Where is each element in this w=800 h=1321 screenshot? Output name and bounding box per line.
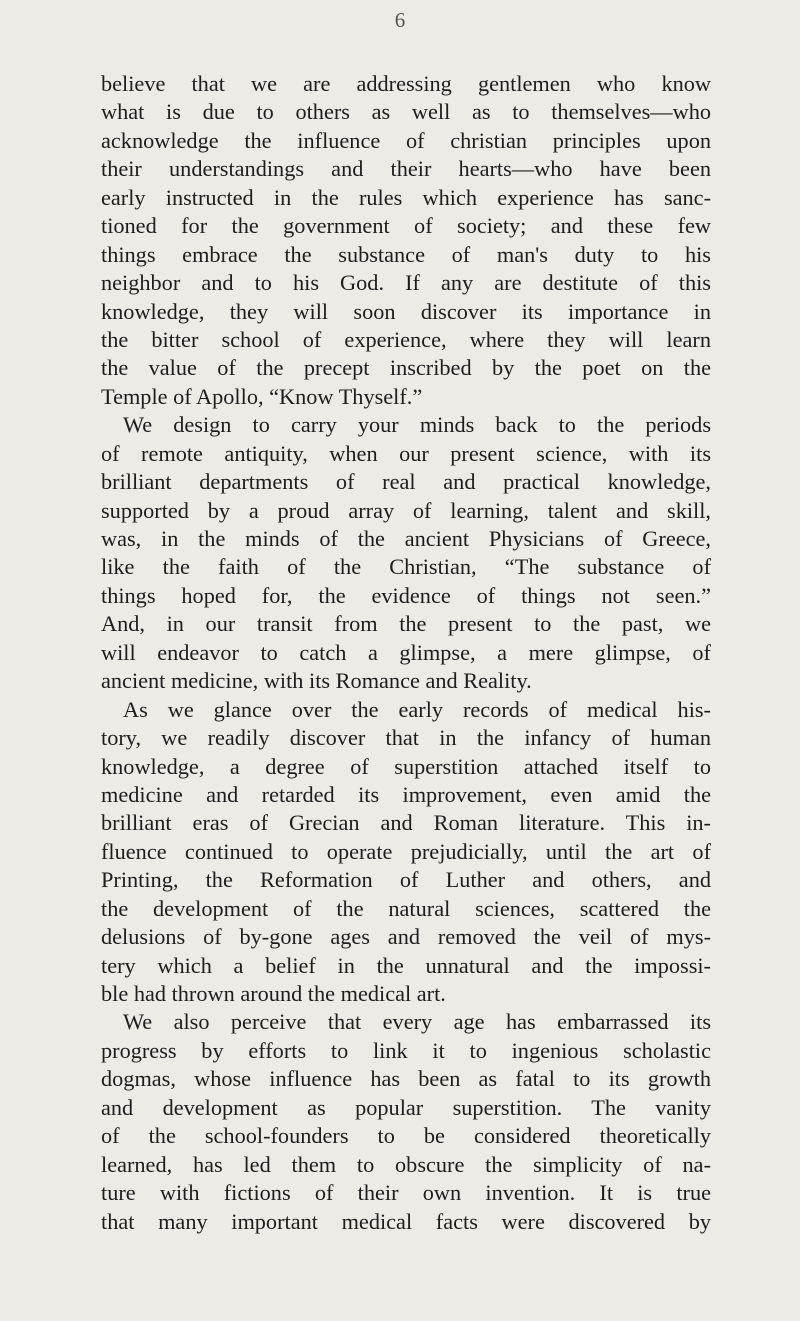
text-line: We design to carry your minds back to the periods: [123, 412, 711, 438]
text-line: ancient medicine, with its Romance and Reality.: [101, 668, 532, 694]
text-line: what is due to others as well as to themselves—who: [101, 99, 711, 125]
text-line: neighbor and to his God. If any are destitute of this: [101, 270, 711, 296]
text-line: the development of the natural sciences, scattered the: [101, 895, 711, 921]
text-line: things embrace the substance of man's duty to his: [101, 241, 711, 267]
text-line: brilliant departments of real and practical knowledge,: [101, 469, 711, 495]
text-line: of the school-founders to be considered theoretically: [101, 1123, 711, 1149]
text-line: knowledge, they will soon discover its importance in: [101, 298, 711, 324]
text-line: And, in our transit from the present to the past, we: [101, 611, 711, 637]
text-line: delusions of by-gone ages and removed the veil of mys-: [101, 924, 711, 950]
text-line: and development as popular superstition. The vanity: [101, 1094, 711, 1120]
text-line: ble had thrown around the medical art.: [101, 981, 446, 1006]
text-line: medicine and retarded its improvement, even amid the: [101, 781, 711, 807]
text-line: the bitter school of experience, where they will learn: [101, 326, 711, 352]
text-line: progress by efforts to link it to ingenious scholastic: [101, 1037, 711, 1063]
text-line: tory, we readily discover that in the infancy of human: [101, 725, 711, 751]
text-line: things hoped for, the evidence of things not seen.”: [101, 582, 711, 608]
text-line: fluence continued to operate prejudicially, until the art of: [101, 838, 711, 864]
text-line: their understandings and their hearts—who have been: [101, 156, 711, 182]
text-line: tery which a belief in the unnatural and the impossi-: [101, 952, 711, 978]
page-number: 6: [394, 8, 406, 32]
text-line: As we glance over the early records of medical his-: [123, 696, 711, 722]
text-line: Printing, the Reformation of Luther and others, and: [101, 867, 711, 893]
text-line: learned, has led them to obscure the simplicity of na-: [101, 1151, 711, 1177]
text-line: the value of the precept inscribed by the poet on the: [101, 355, 711, 381]
text-line: We also perceive that every age has embarrassed its: [123, 1009, 711, 1035]
text-line: acknowledge the influence of christian principles upon: [101, 127, 711, 153]
text-line: ture with fictions of their own invention. It is true: [101, 1180, 711, 1206]
body-text: [101, 70, 711, 1236]
text-line: will endeavor to catch a glimpse, a mere glimpse, of: [101, 639, 711, 665]
text-line: Temple of Apollo, “Know Thyself.”: [101, 383, 423, 409]
text-line: that many important medical facts were discovered by: [101, 1208, 711, 1234]
text-line: of remote antiquity, when our present science, with its: [101, 440, 711, 466]
text-line: supported by a proud array of learning, talent and skill,: [101, 497, 711, 523]
text-line: dogmas, whose influence has been as fatal to its growth: [101, 1066, 711, 1092]
text-line: tioned for the government of society; and these few: [101, 213, 711, 239]
text-line: brilliant eras of Grecian and Roman literature. This in-: [101, 810, 711, 836]
text-line: was, in the minds of the ancient Physicians of Greece,: [101, 526, 711, 551]
text-line: early instructed in the rules which experience has sanc-: [101, 184, 711, 210]
text-line: believe that we are addressing gentlemen who know: [101, 71, 711, 96]
text-line: knowledge, a degree of superstition attached itself to: [101, 753, 711, 779]
text-line: like the faith of the Christian, “The substance of: [101, 554, 711, 580]
